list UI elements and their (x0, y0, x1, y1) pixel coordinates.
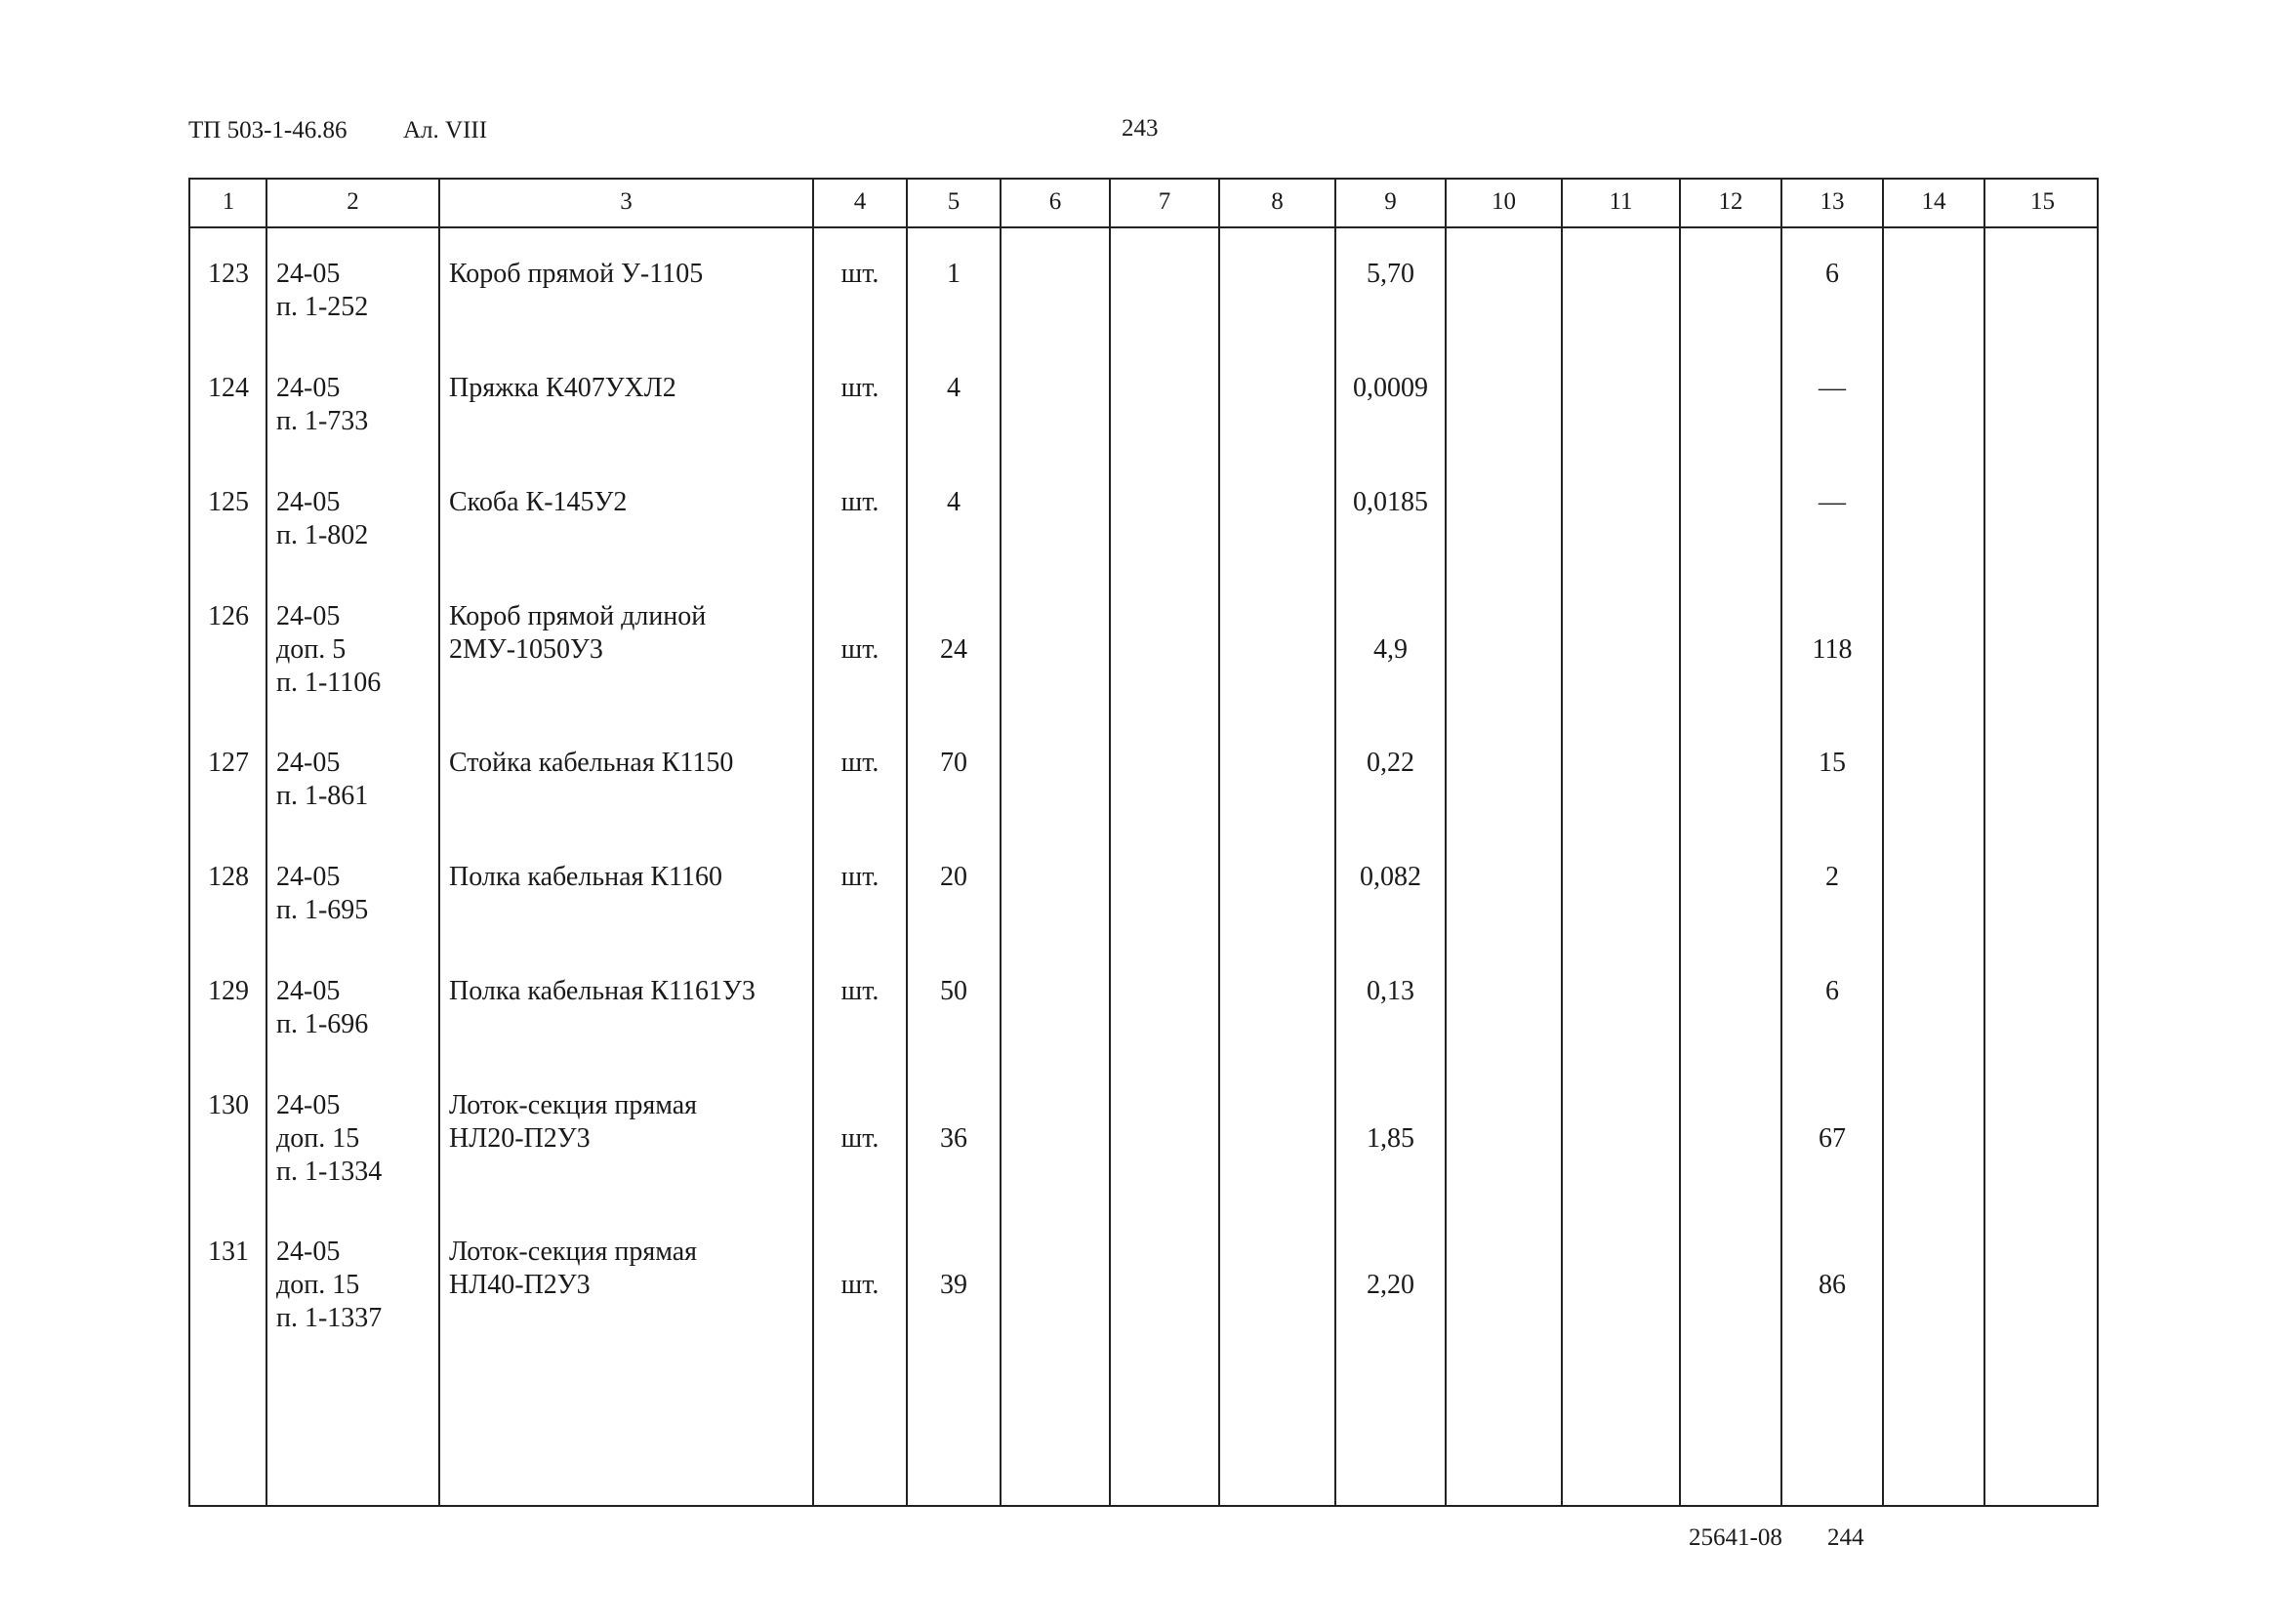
item-name: НЛ40-П2У3 (449, 1270, 591, 1300)
column-number-header: 12 (1718, 188, 1743, 215)
unit-mass-cell: 0,082 (1360, 862, 1421, 892)
column-number-header: 9 (1384, 188, 1397, 215)
catalog-reference: 24-05 (276, 748, 341, 778)
quantity-cell: 70 (940, 748, 967, 778)
unit-mass-cell: 1,85 (1367, 1123, 1414, 1154)
catalog-reference: 24-05 (276, 259, 341, 289)
unit-mass-cell: 0,0009 (1353, 373, 1428, 403)
unit-mass-cell: 2,20 (1367, 1270, 1414, 1300)
unit-cell: шт. (840, 634, 879, 665)
footer-page: 244 (1827, 1524, 1864, 1551)
unit-cell: шт. (840, 748, 879, 778)
row-number: 123 (208, 259, 249, 289)
catalog-reference: доп. 15 (276, 1270, 360, 1300)
column-divider (1109, 180, 1111, 1505)
catalog-reference: 24-05 (276, 487, 341, 517)
column-number-header: 13 (1820, 188, 1845, 215)
item-name: Лоток-секция прямая (449, 1237, 698, 1267)
quantity-cell: 1 (947, 259, 961, 289)
unit-cell: шт. (840, 862, 879, 892)
unit-cell: шт. (840, 487, 879, 517)
catalog-reference: 24-05 (276, 862, 341, 892)
quantity-cell: 50 (940, 976, 967, 1006)
item-name: Полка кабельная К1160 (449, 862, 723, 892)
catalog-reference: 24-05 (276, 976, 341, 1006)
total-mass-cell: 6 (1825, 976, 1839, 1006)
row-number: 124 (208, 373, 249, 403)
catalog-reference: 24-05 (276, 1090, 341, 1120)
catalog-reference: п. 1-1337 (276, 1303, 383, 1333)
column-number-header: 6 (1048, 188, 1062, 215)
column-number-header: 11 (1609, 188, 1633, 215)
column-number-header: 4 (853, 188, 867, 215)
item-name: Пряжка К407УХЛ2 (449, 373, 676, 403)
catalog-reference: доп. 15 (276, 1123, 360, 1154)
catalog-reference: 24-05 (276, 1237, 341, 1267)
quantity-cell: 39 (940, 1270, 967, 1300)
sheet-label: Ал. VIII (403, 117, 488, 143)
item-name: Лоток-секция прямая (449, 1090, 698, 1120)
item-name: НЛ20-П2У3 (449, 1123, 591, 1154)
column-number-header: 8 (1271, 188, 1284, 215)
column-number-header: 7 (1158, 188, 1171, 215)
catalog-reference: 24-05 (276, 373, 341, 403)
column-number-header: 15 (2030, 188, 2055, 215)
catalog-reference: доп. 5 (276, 634, 347, 665)
column-divider (1679, 180, 1681, 1505)
column-number-header: 3 (620, 188, 633, 215)
total-mass-cell: 2 (1825, 862, 1839, 892)
specification-table (188, 178, 2099, 1507)
catalog-reference: п. 1-252 (276, 292, 369, 322)
total-mass-cell: 67 (1819, 1123, 1846, 1154)
total-mass-cell: — (1819, 487, 1846, 517)
row-number: 130 (208, 1090, 249, 1120)
unit-cell: шт. (840, 1270, 879, 1300)
total-mass-cell: 15 (1819, 748, 1846, 778)
catalog-reference: п. 1-1106 (276, 668, 382, 698)
quantity-cell: 36 (940, 1123, 967, 1154)
catalog-reference: 24-05 (276, 601, 341, 631)
row-number: 125 (208, 487, 249, 517)
quantity-cell: 4 (947, 373, 961, 403)
item-name: Короб прямой длиной (449, 601, 707, 631)
row-number: 127 (208, 748, 249, 778)
column-divider (1561, 180, 1563, 1505)
catalog-reference: п. 1-733 (276, 406, 369, 436)
unit-mass-cell: 0,0185 (1353, 487, 1428, 517)
column-divider (1983, 180, 1985, 1505)
catalog-reference: п. 1-1334 (276, 1157, 383, 1187)
column-divider (438, 180, 440, 1505)
unit-cell: шт. (840, 976, 879, 1006)
unit-cell: шт. (840, 1123, 879, 1154)
quantity-cell: 24 (940, 634, 967, 665)
catalog-reference: п. 1-861 (276, 781, 369, 811)
quantity-cell: 4 (947, 487, 961, 517)
catalog-reference: п. 1-802 (276, 520, 369, 550)
unit-mass-cell: 0,13 (1367, 976, 1414, 1006)
unit-mass-cell: 0,22 (1367, 748, 1414, 778)
footer-code: 25641-08 (1689, 1524, 1782, 1551)
item-name: Стойка кабельная К1150 (449, 748, 734, 778)
column-number-header: 14 (1921, 188, 1946, 215)
column-number-header: 10 (1492, 188, 1516, 215)
item-name: Полка кабельная К1161У3 (449, 976, 756, 1006)
column-number-header: 2 (347, 188, 359, 215)
column-number-header: 1 (222, 188, 235, 215)
row-number: 129 (208, 976, 249, 1006)
column-divider (1218, 180, 1220, 1505)
total-mass-cell: — (1819, 373, 1846, 403)
unit-cell: шт. (840, 373, 879, 403)
quantity-cell: 20 (940, 862, 967, 892)
item-name: Короб прямой У-1105 (449, 259, 704, 289)
unit-cell: шт. (840, 259, 879, 289)
catalog-reference: п. 1-696 (276, 1009, 369, 1039)
unit-mass-cell: 4,9 (1373, 634, 1408, 665)
row-number: 128 (208, 862, 249, 892)
column-number-header: 5 (947, 188, 961, 215)
catalog-reference: п. 1-695 (276, 895, 369, 925)
row-number: 126 (208, 601, 249, 631)
total-mass-cell: 86 (1819, 1270, 1846, 1300)
document-code: ТП 503-1-46.86 (188, 117, 348, 143)
row-number: 131 (208, 1237, 249, 1267)
item-name: Скоба К-145У2 (449, 487, 628, 517)
total-mass-cell: 6 (1825, 259, 1839, 289)
item-name: 2МУ-1050У3 (449, 634, 603, 665)
page-number: 243 (1122, 115, 1159, 142)
header-divider (190, 226, 2097, 228)
unit-mass-cell: 5,70 (1367, 259, 1414, 289)
total-mass-cell: 118 (1812, 634, 1853, 665)
